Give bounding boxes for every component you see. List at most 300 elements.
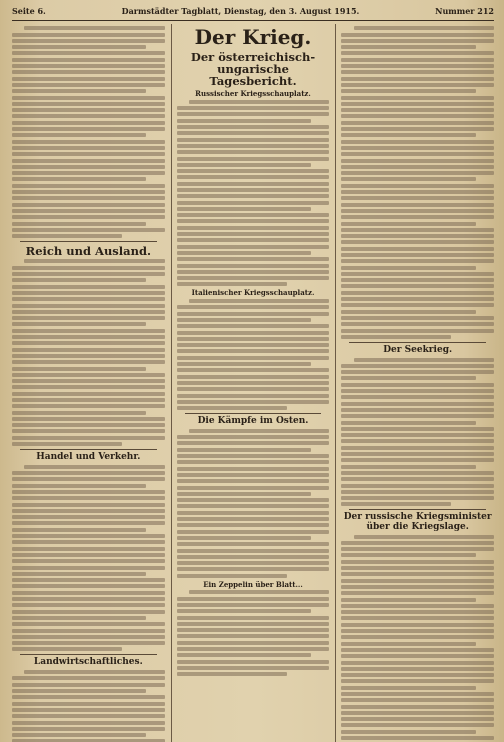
text-line <box>341 102 494 106</box>
text-line <box>177 257 330 261</box>
text-line <box>177 219 330 223</box>
text-line <box>12 411 146 415</box>
text-line <box>177 194 330 198</box>
text-line <box>12 360 165 364</box>
text-line <box>341 610 494 614</box>
text-line <box>12 184 165 188</box>
text-line <box>341 228 494 232</box>
text-line <box>177 672 287 676</box>
text-line <box>12 521 165 525</box>
text-line <box>341 45 475 49</box>
text-line <box>341 585 494 589</box>
main-headline: Der Krieg. <box>194 25 312 49</box>
text-line <box>341 496 494 500</box>
text-line <box>177 201 330 205</box>
text-line <box>12 392 165 396</box>
masthead-date: Darmstädter Tagblatt, Dienstag, den 3. August 1915. <box>121 6 360 16</box>
text-line <box>341 439 494 443</box>
text-line <box>177 473 330 477</box>
text-line <box>177 492 311 496</box>
text-line <box>177 441 330 445</box>
text-line <box>341 171 494 175</box>
text-line <box>12 45 146 49</box>
text-line <box>341 297 494 301</box>
text-line <box>177 574 287 578</box>
text-line <box>341 408 494 412</box>
text-line <box>12 540 165 544</box>
text-line <box>177 561 330 565</box>
text-line <box>12 385 165 389</box>
text-line <box>12 165 165 169</box>
text-line <box>189 590 329 594</box>
text-line <box>24 465 164 469</box>
text-line <box>341 673 494 677</box>
text-line <box>341 629 494 633</box>
text-line <box>341 560 494 564</box>
text-line <box>177 337 330 341</box>
text-line <box>177 634 330 638</box>
text-line <box>177 504 330 508</box>
text-line <box>12 714 165 718</box>
text-line <box>12 471 165 475</box>
text-line <box>12 58 165 62</box>
text-line <box>341 376 475 380</box>
text-line <box>341 51 494 55</box>
text-line <box>341 692 494 696</box>
text-line <box>341 291 494 295</box>
text-line <box>354 358 494 362</box>
column-3 <box>335 24 494 742</box>
section-heading: Reich und Ausland. <box>25 244 152 259</box>
text-line <box>12 310 165 314</box>
text-line <box>177 381 330 385</box>
section-heading: Die Kämpfe im Osten. <box>197 416 309 427</box>
text-line <box>341 477 494 481</box>
text-line <box>177 207 311 211</box>
text-line <box>12 610 165 614</box>
text-line <box>341 96 494 100</box>
text-line <box>177 460 330 464</box>
divider <box>349 509 486 510</box>
text-line <box>177 622 330 626</box>
text-line <box>12 83 165 87</box>
columns <box>12 24 494 742</box>
text-line <box>12 285 165 289</box>
text-line <box>341 648 494 652</box>
text-line <box>341 471 494 475</box>
text-line <box>12 553 165 557</box>
text-line <box>12 676 165 680</box>
text-line <box>341 370 494 374</box>
text-line <box>12 603 165 607</box>
text-line <box>341 484 494 488</box>
text-line <box>12 484 146 488</box>
column-1 <box>12 24 165 742</box>
text-line <box>12 398 165 402</box>
text-line <box>341 730 475 734</box>
text-line <box>177 169 330 173</box>
divider <box>20 654 157 655</box>
text-line <box>177 182 330 186</box>
text-line <box>177 511 330 515</box>
text-line <box>341 121 494 125</box>
text-line <box>341 114 494 118</box>
article-text <box>341 358 494 507</box>
text-line <box>12 572 146 576</box>
text-line <box>12 39 165 43</box>
text-line <box>177 517 330 521</box>
text-line <box>12 727 165 731</box>
text-line <box>12 89 146 93</box>
text-line <box>341 133 475 137</box>
text-line <box>341 140 494 144</box>
text-line <box>341 278 494 282</box>
text-line <box>12 146 165 150</box>
text-line <box>12 171 165 175</box>
text-line <box>12 721 165 725</box>
text-line <box>341 127 494 131</box>
text-line <box>12 566 165 570</box>
text-line <box>12 689 146 693</box>
text-line <box>341 572 494 576</box>
text-line <box>341 616 494 620</box>
text-line <box>341 698 494 702</box>
text-line <box>189 100 329 104</box>
text-line <box>177 555 330 559</box>
text-line <box>12 77 165 81</box>
text-line <box>341 679 494 683</box>
text-line <box>341 284 494 288</box>
text-line <box>341 433 494 437</box>
text-line <box>341 209 494 213</box>
text-line <box>341 70 494 74</box>
text-line <box>341 591 494 595</box>
text-line <box>12 190 165 194</box>
issue-number: Nummer 212 <box>435 6 494 16</box>
text-line <box>341 541 494 545</box>
text-line <box>341 452 494 456</box>
text-line <box>24 670 164 674</box>
text-line <box>341 329 494 333</box>
text-line <box>341 152 494 156</box>
text-line <box>177 125 330 129</box>
text-line <box>177 131 330 135</box>
text-line <box>177 603 330 607</box>
text-line <box>341 247 494 251</box>
text-line <box>12 477 165 481</box>
text-line <box>189 429 329 433</box>
text-line <box>12 683 165 687</box>
text-line <box>177 238 330 242</box>
text-line <box>12 417 165 421</box>
text-line <box>341 364 494 368</box>
text-line <box>341 203 494 207</box>
text-line <box>341 215 494 219</box>
text-line <box>177 387 330 391</box>
text-line <box>12 335 165 339</box>
text-line <box>12 354 165 358</box>
text-line <box>12 503 165 507</box>
text-line <box>12 215 165 219</box>
text-line <box>341 635 494 639</box>
text-line <box>177 368 330 372</box>
text-line <box>341 667 494 671</box>
text-line <box>177 653 311 657</box>
text-line <box>12 702 165 706</box>
text-line <box>341 654 494 658</box>
text-line <box>177 536 311 540</box>
text-line <box>177 157 330 161</box>
text-line <box>177 479 330 483</box>
text-line <box>341 196 494 200</box>
text-line <box>341 190 494 194</box>
text-line <box>177 400 330 404</box>
text-line <box>341 240 494 244</box>
text-line <box>177 331 330 335</box>
text-line <box>177 232 330 236</box>
text-line <box>12 436 165 440</box>
text-line <box>341 259 494 263</box>
text-line <box>177 349 330 353</box>
text-line <box>12 515 165 519</box>
text-line <box>12 379 165 383</box>
text-line <box>177 213 330 217</box>
page-number: Seite 6. <box>12 6 46 16</box>
text-line <box>341 77 494 81</box>
article-text <box>177 100 330 287</box>
text-line <box>177 112 330 116</box>
text-line <box>12 108 165 112</box>
text-line <box>24 26 164 30</box>
text-line <box>177 454 330 458</box>
divider <box>185 413 322 414</box>
page-header <box>12 6 494 21</box>
text-line <box>12 423 165 427</box>
text-line <box>341 723 494 727</box>
text-line <box>12 622 165 626</box>
text-line <box>12 133 146 137</box>
text-line <box>177 270 330 274</box>
text-line <box>177 448 311 452</box>
text-line <box>12 51 165 55</box>
text-line <box>341 736 494 740</box>
text-line <box>12 64 165 68</box>
divider <box>349 342 486 343</box>
text-line <box>12 629 165 633</box>
text-line <box>341 502 451 506</box>
article-text <box>177 429 330 578</box>
text-line <box>12 373 165 377</box>
text-line <box>12 528 146 532</box>
text-line <box>12 733 146 737</box>
article-text <box>177 590 330 676</box>
text-line <box>177 150 330 154</box>
text-line <box>12 222 146 226</box>
text-line <box>177 163 311 167</box>
text-line <box>341 705 494 709</box>
text-line <box>341 579 494 583</box>
article-text <box>12 26 165 238</box>
text-line <box>12 322 146 326</box>
text-line <box>177 486 330 490</box>
text-line <box>177 305 330 309</box>
text-line <box>341 146 494 150</box>
text-line <box>341 165 494 169</box>
divider <box>20 449 157 450</box>
text-line <box>341 566 494 570</box>
text-line <box>177 660 330 664</box>
text-line <box>341 395 494 399</box>
text-line <box>12 297 165 301</box>
article-text <box>341 26 494 339</box>
text-line <box>341 234 494 238</box>
text-line <box>341 303 494 307</box>
text-line <box>177 435 330 439</box>
section-heading: Italienischer Kriegsschauplatz. <box>191 288 315 298</box>
text-line <box>177 567 330 571</box>
section-heading: Der russische Kriegsminister über die Kriegslage. <box>343 512 492 532</box>
text-line <box>341 64 494 68</box>
text-line <box>341 335 451 339</box>
text-line <box>177 264 330 268</box>
text-line <box>12 234 122 238</box>
text-line <box>341 159 494 163</box>
text-line <box>12 203 165 207</box>
text-line <box>341 623 494 627</box>
text-line <box>177 312 330 316</box>
text-line <box>341 33 494 37</box>
text-line <box>177 523 330 527</box>
text-line <box>341 446 494 450</box>
text-line <box>12 442 122 446</box>
text-line <box>341 58 494 62</box>
text-line <box>12 329 165 333</box>
text-line <box>177 188 330 192</box>
text-line <box>177 226 330 230</box>
text-line <box>177 394 330 398</box>
text-line <box>341 177 475 181</box>
text-line <box>12 509 165 513</box>
text-line <box>12 641 165 645</box>
text-line <box>177 362 311 366</box>
text-line <box>177 597 330 601</box>
text-line <box>177 406 287 410</box>
text-line <box>12 316 165 320</box>
text-line <box>341 108 494 112</box>
text-line <box>12 228 165 232</box>
text-line <box>354 535 494 539</box>
text-line <box>12 341 165 345</box>
text-line <box>177 251 311 255</box>
section-heading: Ein Zeppelin über Blatt... <box>203 579 303 589</box>
text-line <box>177 498 330 502</box>
text-line <box>341 184 494 188</box>
text-line <box>12 597 165 601</box>
text-line <box>12 695 165 699</box>
article-text <box>177 299 330 410</box>
text-line <box>12 616 146 620</box>
text-line <box>12 708 165 712</box>
text-line <box>341 711 494 715</box>
text-line <box>12 534 165 538</box>
divider <box>20 241 157 242</box>
section-heading: Russischer Kriegsschauplatz. <box>195 89 311 99</box>
text-line <box>12 635 165 639</box>
text-line <box>12 33 165 37</box>
text-line <box>12 140 165 144</box>
text-line <box>12 177 146 181</box>
text-line <box>12 266 165 270</box>
text-line <box>177 530 330 534</box>
text-line <box>177 276 330 280</box>
text-line <box>12 102 165 106</box>
text-line <box>341 272 494 276</box>
text-line <box>12 348 165 352</box>
text-line <box>341 642 475 646</box>
text-line <box>341 598 475 602</box>
text-line <box>12 647 122 651</box>
text-line <box>341 310 475 314</box>
text-line <box>177 616 330 620</box>
section-heading: Handel und Verkehr. <box>36 452 141 463</box>
sub-headline: Der österreichisch-ungarische Tagesbericht. <box>190 50 316 89</box>
text-line <box>341 89 475 93</box>
text-line <box>177 318 311 322</box>
text-line <box>12 209 165 213</box>
text-line <box>341 604 494 608</box>
text-line <box>12 127 165 131</box>
text-line <box>12 304 165 308</box>
text-line <box>177 356 330 360</box>
text-line <box>12 291 165 295</box>
text-line <box>12 70 165 74</box>
text-line <box>177 343 330 347</box>
text-line <box>177 609 311 613</box>
text-line <box>341 83 494 87</box>
text-line <box>12 196 165 200</box>
text-line <box>12 278 146 282</box>
text-line <box>341 222 475 226</box>
text-line <box>341 717 494 721</box>
text-line <box>341 547 494 551</box>
text-line <box>341 553 475 557</box>
text-line <box>24 259 164 263</box>
text-line <box>177 641 330 645</box>
text-line <box>341 465 475 469</box>
article-text <box>12 465 165 652</box>
text-line <box>177 245 330 249</box>
text-line <box>341 253 494 257</box>
text-line <box>177 628 330 632</box>
text-line <box>341 458 494 462</box>
text-line <box>177 119 311 123</box>
article-text <box>12 670 165 742</box>
section-heading: Landwirtschaftliches. <box>33 657 143 668</box>
text-line <box>12 114 165 118</box>
text-line <box>341 421 475 425</box>
text-line <box>12 121 165 125</box>
text-line <box>177 549 330 553</box>
text-line <box>12 559 165 563</box>
text-line <box>341 490 494 494</box>
text-line <box>177 467 330 471</box>
text-line <box>177 138 330 142</box>
article-text <box>12 259 165 446</box>
article-text <box>341 535 494 742</box>
text-line <box>12 272 165 276</box>
text-line <box>189 299 329 303</box>
text-line <box>177 666 330 670</box>
